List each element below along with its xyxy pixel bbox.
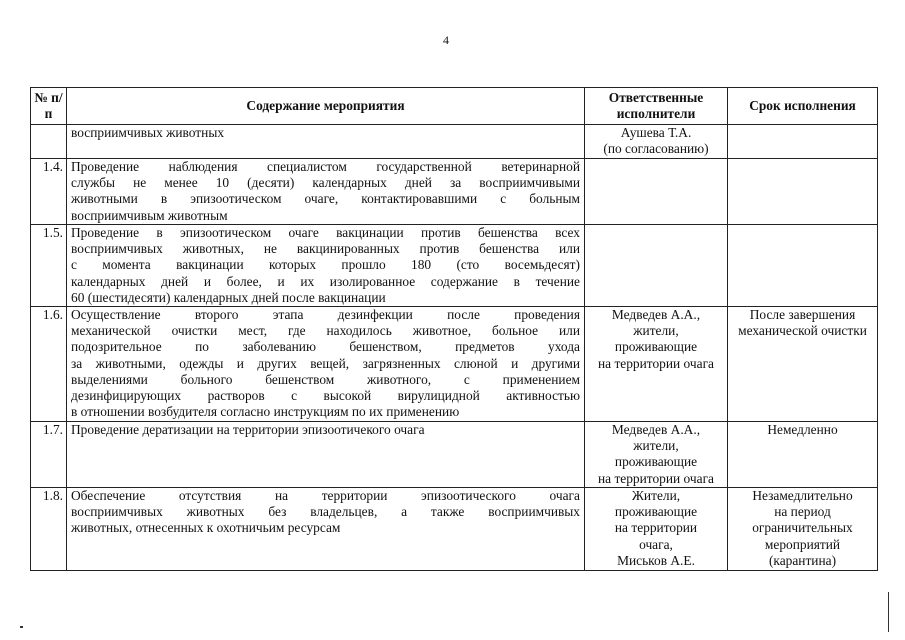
row-content: [67, 159, 585, 225]
row-content: [67, 125, 585, 159]
row-responsible: [585, 422, 728, 488]
responsible-line: Миськов А.Е.: [617, 552, 695, 568]
content-line: восприимчивых животных без владельцев, а также восприимчивых: [71, 504, 580, 520]
row-content: [67, 488, 585, 571]
table-row: [31, 225, 878, 307]
row-number: 1.5.: [31, 225, 67, 307]
scan-mark: [20, 626, 23, 628]
responsible-line: проживающие: [614, 454, 698, 470]
responsible-line: на территории: [614, 520, 698, 536]
deadline-line: ограничительных: [752, 520, 853, 536]
responsible-line: жители,: [633, 323, 679, 339]
responsible-line: очага,: [639, 536, 673, 552]
content-line: Обеспечение отсутствия на территории эпизоотического очага: [71, 488, 580, 504]
content-line: 60 (шестидесяти) календарных дней после вакцинации: [71, 289, 386, 305]
responsible-line: (по согласованию): [603, 141, 709, 157]
row-responsible: [585, 125, 728, 159]
row-content: [67, 225, 585, 307]
row-number: 1.8.: [31, 488, 67, 571]
content-line: подозрительное по заболеванию бешенством, предметов ухода: [71, 339, 580, 355]
row-content: [67, 422, 585, 488]
row-number: 1.6.: [31, 307, 67, 422]
scan-mark: [888, 592, 889, 632]
content-line: с момента вакцинации которых прошло 180 (сто восемьдесят): [71, 257, 580, 273]
deadline-line: на период: [774, 504, 831, 520]
content-line: восприимчивых животных, не вакцинированных против бешенства или: [71, 241, 580, 257]
responsible-line: проживающие: [614, 339, 698, 355]
row-responsible: [585, 307, 728, 422]
table-row: [31, 125, 878, 159]
row-responsible: [585, 225, 728, 307]
row-number: 1.4.: [31, 159, 67, 225]
header-num: № п/п: [31, 88, 67, 125]
header-responsible: Ответственные исполнители: [585, 88, 728, 125]
table-row: [31, 488, 878, 571]
row-responsible: [585, 159, 728, 225]
responsible-line: Медведев А.А.,: [611, 422, 701, 438]
content-line: механической очистки мест, где находилось животное, больное или: [71, 323, 580, 339]
responsible-line: на территории очага: [597, 355, 715, 371]
responsible-line: на территории очага: [597, 470, 715, 486]
table-header-row: [31, 88, 878, 125]
content-line: в отношении возбудителя согласно инструкциям по их применению: [71, 404, 460, 420]
deadline-line: механической очистки: [738, 323, 867, 339]
responsible-line: жители,: [633, 438, 679, 454]
table-row: [31, 422, 878, 488]
content-line: животными в эпизоотическом очаге, контактировавшими с больным: [71, 191, 580, 207]
responsible-line: Жители,: [631, 488, 681, 504]
row-content: [67, 307, 585, 422]
deadline-line: Незамедлительно: [752, 488, 853, 504]
deadline-line: Немедленно: [767, 422, 838, 438]
deadline-line: мероприятий: [764, 536, 841, 552]
page-number: 4: [443, 33, 449, 47]
content-line: животных, отнесенных к охотничьим ресурсам: [71, 520, 341, 536]
content-line: выделениями больного бешенством животного, с применением: [71, 371, 580, 387]
content-line: календарных дней и более, и их изолированное содержание в течение: [71, 273, 580, 289]
row-deadline: [728, 225, 878, 307]
row-number: 1.7.: [31, 422, 67, 488]
row-responsible: [585, 488, 728, 571]
content-line: восприимчивых животных: [71, 125, 225, 140]
header-deadline: Срок исполнения: [728, 88, 878, 125]
row-deadline: [728, 422, 878, 488]
measures-table: [30, 87, 878, 571]
row-number: [31, 125, 67, 159]
table-row: [31, 159, 878, 225]
row-deadline: [728, 307, 878, 422]
content-line: Проведение дератизации на территории эпизоотичекого очага: [71, 422, 425, 438]
row-deadline: [728, 488, 878, 571]
content-line: за животными, одежды и других вещей, загрязненных слюной и другими: [71, 355, 580, 371]
content-line: восприимчивым животным: [71, 207, 228, 223]
content-line: службы не менее 10 (десяти) календарных дней за восприимчивыми: [71, 175, 580, 191]
responsible-line: Аушева Т.А.: [620, 125, 692, 140]
responsible-line: Медведев А.А.,: [611, 307, 701, 323]
row-deadline: [728, 159, 878, 225]
table-row: [31, 307, 878, 422]
deadline-line: После завершения: [749, 307, 856, 323]
content-line: Проведение в эпизоотическом очаге вакцинации против бешенства всех: [71, 225, 580, 240]
content-line: Осуществление второго этапа дезинфекции после проведения: [71, 307, 580, 323]
row-deadline: [728, 125, 878, 159]
responsible-line: проживающие: [614, 504, 698, 520]
content-line: дезинфицирующих растворов с высокой вирулицидной активностью: [71, 388, 580, 404]
deadline-line: (карантина): [768, 552, 837, 568]
content-line: Проведение наблюдения специалистом государственной ветеринарной: [71, 159, 580, 174]
header-content: Содержание мероприятия: [67, 88, 585, 125]
